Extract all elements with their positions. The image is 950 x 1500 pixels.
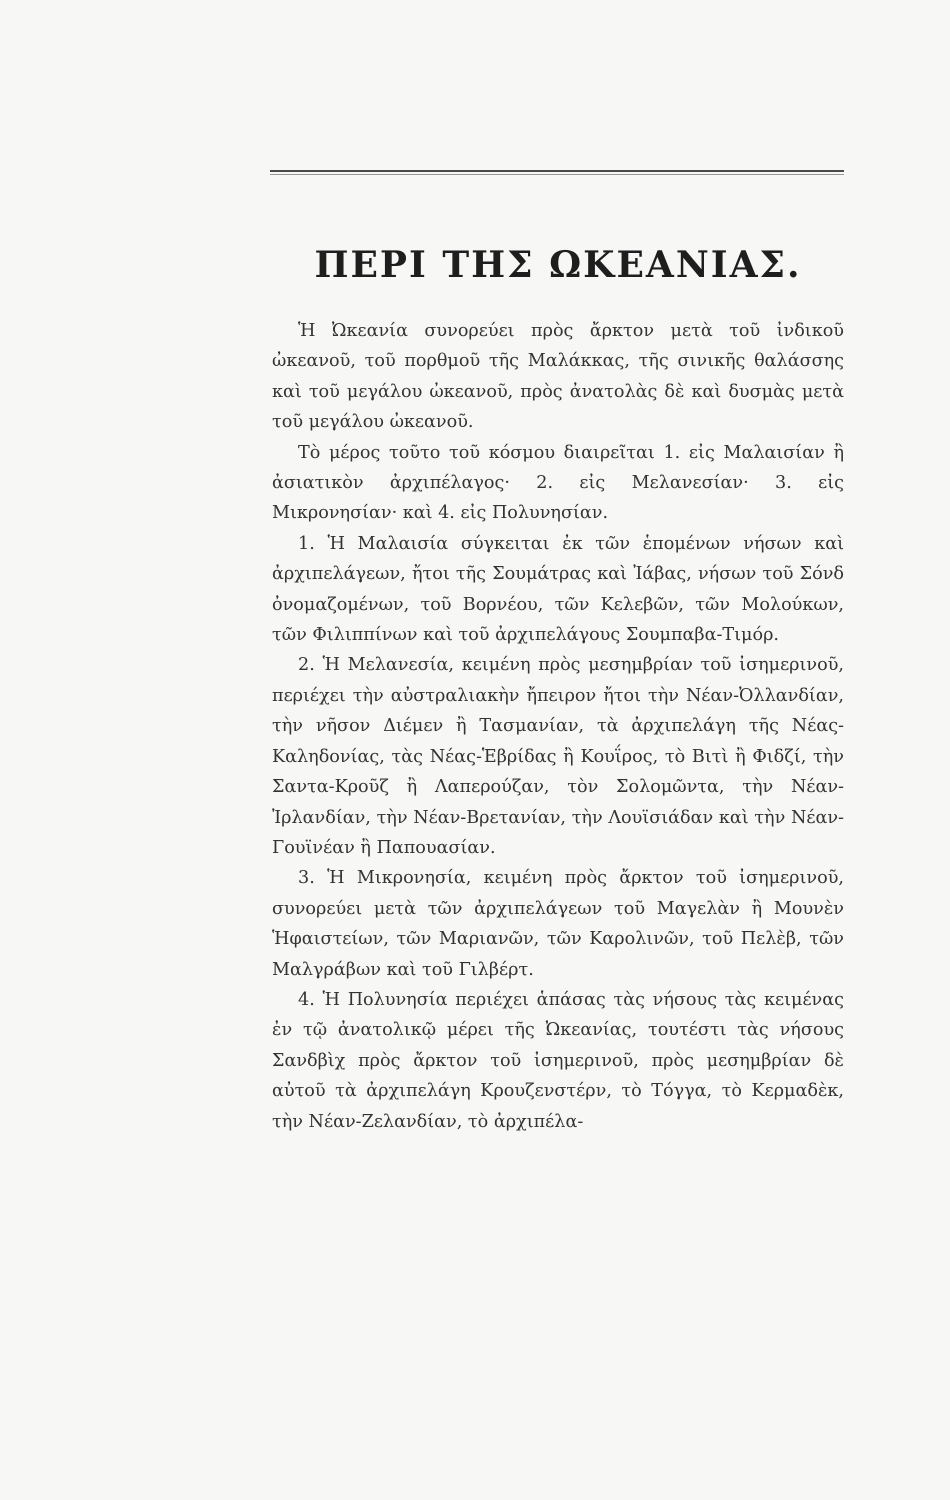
body-text [272, 316, 844, 1137]
paragraph-melanesia: 2. Ἡ Μελανεσία, κειμένη πρὸς μεσημβρίαν τοῦ ἰσημερινοῦ, περιέχει τὴν αὐστραλιακὴν ἤπειρον ἤτοι τὴν Νέαν-Ὀλλανδίαν, τὴν νῆσον Διέμεν ἢ Τασμανίαν, τὰ ἀρχιπελάγη τῆς Νέας-Καληδονίας, τὰς Νέας-Ἑβρίδας ἢ Κουΐρος, τὸ Βιτὶ ἢ Φιδζί, τὴν Σαντα-Κροῦζ ἢ Λαπερούζαν, τὸν Σολομῶντα, τὴν Νέαν-Ἰρλανδίαν, τὴν Νέαν-Βρετανίαν, τὴν Λουϊσιάδαν καὶ τὴν Νέαν-Γουϊνέαν ἢ Παπουασίαν. [272, 655, 844, 858]
paragraph-divisions: Τὸ μέρος τοῦτο τοῦ κόσμου διαιρεῖται 1. εἰς Μαλαισίαν ἢ ἀσιατικὸν ἀρχιπέλαγος· 2. εἰς Μελανεσίαν· 3. εἰς Μικρονησίαν· καὶ 4. εἰς Πολυνησίαν. [272, 442, 844, 524]
header-rule [270, 170, 844, 175]
paragraph-polynesia: 4. Ἡ Πολυνησία περιέχει ἁπάσας τὰς νήσους τὰς κειμένας ἐν τῷ ἀνατολικῷ μέρει τῆς Ὠκεανίας, τουτέστι τὰς νήσους Σανδβὶχ πρὸς ἄρκτον τοῦ ἰσημερινοῦ, πρὸς μεσημβρίαν δὲ αὐτοῦ τὰ ἀρχιπελάγη Κρουζενστέρν, τὸ Τόγγα, τὸ Κερμαδὲκ, τὴν Νέαν-Ζελανδίαν, τὸ ἀρχιπέλα- [272, 989, 844, 1132]
paragraph-malaysia: 1. Ἡ Μαλαισία σύγκειται ἐκ τῶν ἑπομένων νήσων καὶ ἀρχιπελάγεων, ἤτοι τῆς Σουμάτρας καὶ Ἰάβας, νήσων τοῦ Σόνδ ὀνομαζομένων, τοῦ Βορνέου, τῶν Κελεβῶν, τῶν Μολούκων, τῶν Φιλιππίνων καὶ τοῦ ἀρχιπελάγους Σουμπαβα-Τιμόρ. [272, 533, 844, 646]
paragraph-micronesia: 3. Ἡ Μικρονησία, κειμένη πρὸς ἄρκτον τοῦ ἰσημερινοῦ, συνορεύει μετὰ τῶν ἀρχιπελάγεων τοῦ Μαγελὰν ἢ Μουνὲν Ἡφαιστείων, τῶν Μαριανῶν, τῶν Καρολινῶν, τοῦ Πελὲβ, τῶν Μαλγράβων καὶ τοῦ Γιλβέρτ. [272, 868, 844, 980]
paragraph-intro: Ἡ Ὠκεανία συνορεύει πρὸς ἄρκτον μετὰ τοῦ ἰνδικοῦ ὠκεανοῦ, τοῦ πορθμοῦ τῆς Μαλάκκας, τῆς σινικῆς θαλάσσης καὶ τοῦ μεγάλου ὠκεανοῦ, πρὸς ἀνατολὰς δὲ καὶ δυσμὰς μετὰ τοῦ μεγάλου ὠκεανοῦ. [272, 321, 844, 433]
chapter-title: ΠΕΡΙ ΤΗΣ ΩΚΕΑΝΙΑΣ. [314, 244, 802, 286]
